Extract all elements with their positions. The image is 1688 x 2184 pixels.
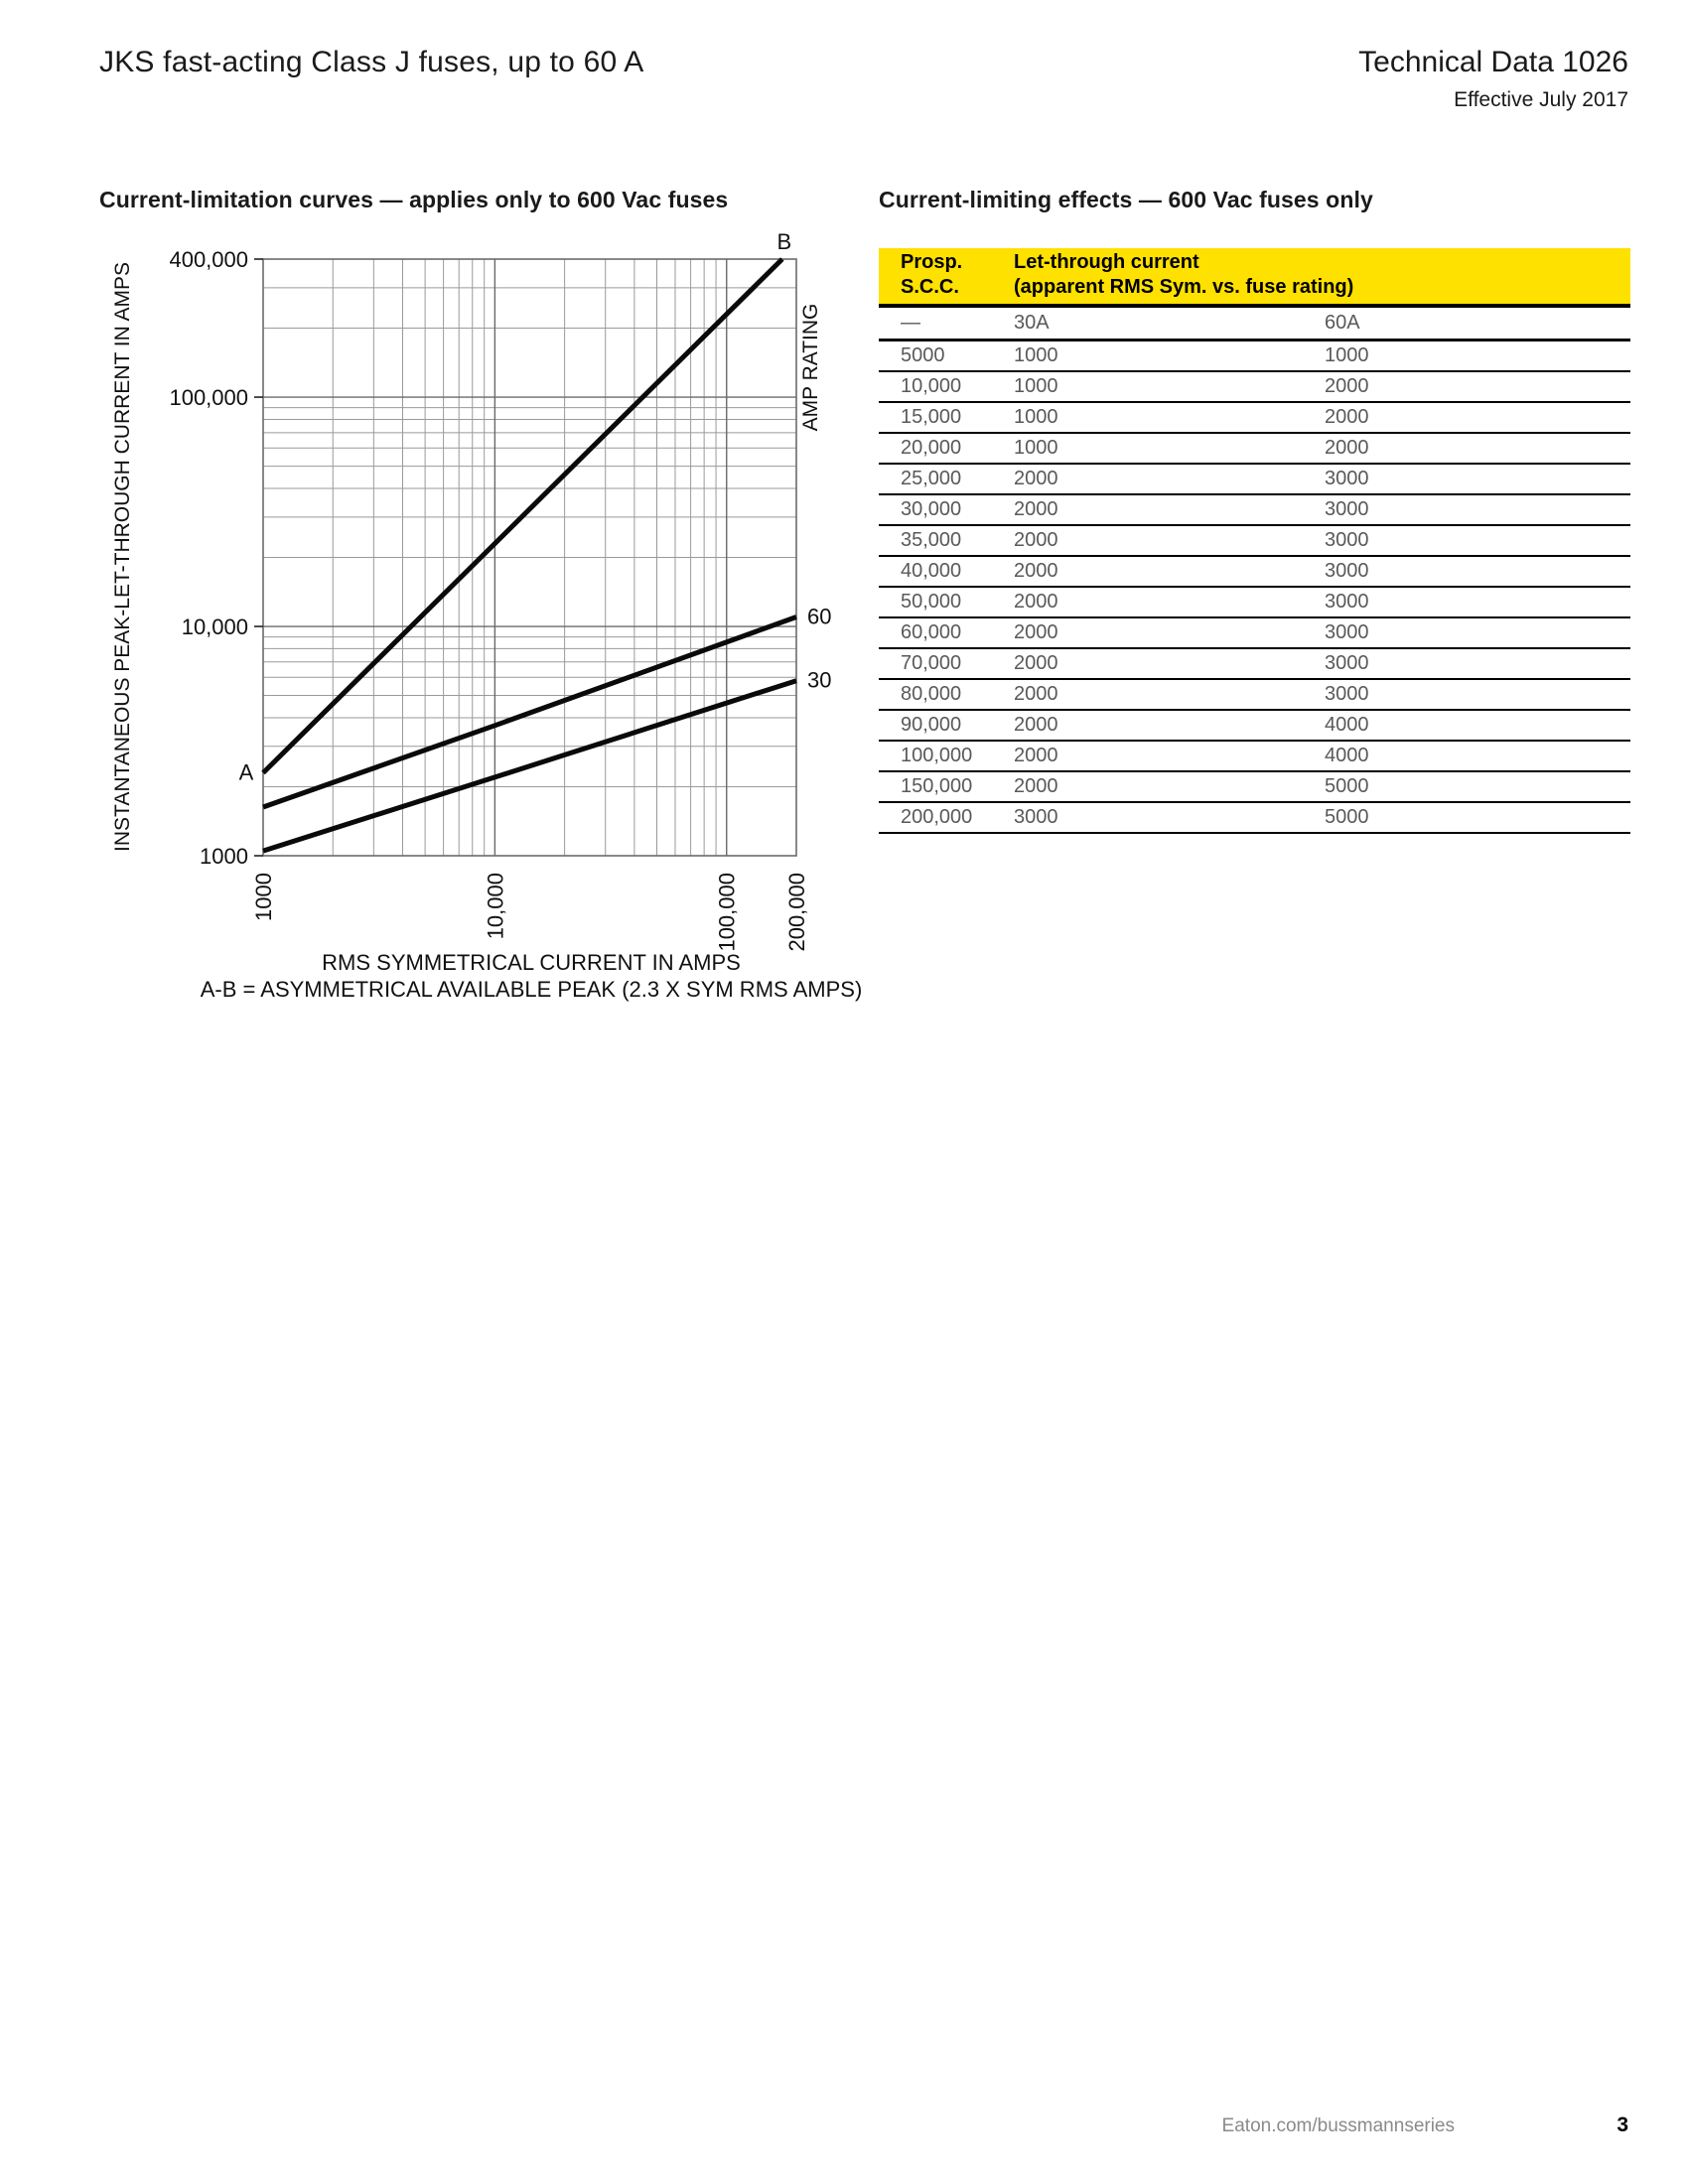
table-cell-col1: 100,000 (901, 745, 973, 766)
table-cell-col3: 3000 (1325, 560, 1369, 582)
table-cell-col3: 5000 (1325, 775, 1369, 797)
table-cell-col3: 5000 (1325, 806, 1369, 828)
table-cell-col3: 3000 (1325, 621, 1369, 643)
y-tick-label: 400,000 (169, 247, 248, 272)
table-cell-col1: 70,000 (901, 652, 962, 674)
table-cell-col2: 2000 (1014, 498, 1058, 520)
curve-label-B: B (776, 229, 792, 254)
curve-label-60: 60 (807, 604, 832, 629)
table-cell-col1: 90,000 (901, 714, 962, 736)
table-row (879, 372, 1630, 403)
table-subheader-row (879, 308, 1630, 341)
table-row (879, 526, 1630, 557)
doc-reference: Technical Data 1026 (1358, 46, 1628, 78)
table-row (879, 680, 1630, 711)
table-row (879, 557, 1630, 588)
x-tick-label: 10,000 (483, 873, 508, 940)
table-row (879, 403, 1630, 434)
table-cell-col1: 15,000 (901, 406, 962, 428)
table-cell-col3: 4000 (1325, 714, 1369, 736)
table-row (879, 803, 1630, 834)
table-row (879, 711, 1630, 742)
table-cell-col2: 3000 (1014, 806, 1058, 828)
current-limiting-table (879, 248, 1630, 834)
table-row (879, 495, 1630, 526)
table-row (879, 465, 1630, 495)
table-cell-col3: 3000 (1325, 591, 1369, 613)
table-cell-col1: 25,000 (901, 468, 962, 489)
table-cell-col3: 2000 (1325, 375, 1369, 397)
table-cell-col2: 1000 (1014, 375, 1058, 397)
x-tick-label: 200,000 (784, 873, 809, 952)
table-row (879, 649, 1630, 680)
page-title: JKS fast-acting Class J fuses, up to 60 A (99, 46, 644, 78)
table-body (879, 341, 1630, 834)
header-prosp-label: Prosp. (901, 251, 963, 273)
table-cell-col3: 4000 (1325, 745, 1369, 766)
y-tick-label: 10,000 (181, 614, 248, 640)
table-row (879, 772, 1630, 803)
curve-label-30: 30 (807, 667, 832, 693)
table-cell-col2: 2000 (1014, 745, 1058, 766)
table-cell-col2: 2000 (1014, 529, 1058, 551)
table-cell-col2: 2000 (1014, 591, 1058, 613)
table-cell-col2: 2000 (1014, 775, 1058, 797)
table-header-col1 (901, 250, 1014, 300)
table-cell-col2: 2000 (1014, 560, 1058, 582)
table-cell-col3: 2000 (1325, 437, 1369, 459)
table-row (879, 341, 1630, 372)
page-number: 3 (1617, 2114, 1628, 2136)
table-cell-col2: 2000 (1014, 714, 1058, 736)
chart-caption: A-B = ASYMMETRICAL AVAILABLE PEAK (2.3 X SYM RMS AMPS) (200, 977, 863, 1002)
table-cell-col2: 2000 (1014, 652, 1058, 674)
subheader-60a: 60A (1325, 312, 1360, 334)
table-cell-col2: 2000 (1014, 621, 1058, 643)
subheader-30a: 30A (1014, 312, 1050, 334)
table-cell-col1: 20,000 (901, 437, 962, 459)
table-cell-col1: 30,000 (901, 498, 962, 520)
table-cell-col1: 150,000 (901, 775, 973, 797)
table-cell-col1: 40,000 (901, 560, 962, 582)
table-row (879, 434, 1630, 465)
table-row (879, 618, 1630, 649)
chart-section-title: Current-limitation curves — applies only to 600 Vac fuses (99, 187, 729, 212)
table-cell-col2: 2000 (1014, 468, 1058, 489)
table-cell-col3: 3000 (1325, 683, 1369, 705)
table-cell-col2: 2000 (1014, 683, 1058, 705)
table-cell-col3: 3000 (1325, 468, 1369, 489)
table-section-title: Current-limiting effects — 600 Vac fuses only (879, 187, 1373, 212)
x-axis-title: RMS SYMMETRICAL CURRENT IN AMPS (322, 950, 741, 975)
table-cell-col1: 200,000 (901, 806, 973, 828)
header-scc-label: S.C.C. (901, 276, 959, 298)
x-tick-label: 100,000 (714, 873, 740, 952)
table-row (879, 588, 1630, 618)
table-cell-col1: 10,000 (901, 375, 962, 397)
y-tick-label: 1000 (200, 844, 248, 869)
footer-url: Eaton.com/bussmannseries (1221, 2116, 1455, 2136)
doc-header-right (1358, 46, 1628, 112)
subheader-dash: — (901, 312, 920, 334)
doc-effective-date: Effective July 2017 (1454, 88, 1628, 111)
y-tick-label: 100,000 (169, 385, 248, 411)
header-letthrough-label: Let-through current (1014, 251, 1199, 273)
table-cell-col2: 1000 (1014, 406, 1058, 428)
table-cell-col1: 60,000 (901, 621, 962, 643)
table-row (879, 742, 1630, 772)
table-cell-col2: 1000 (1014, 437, 1058, 459)
table-cell-col2: 1000 (1014, 344, 1058, 366)
table-cell-col3: 3000 (1325, 529, 1369, 551)
x-tick-label: 1000 (251, 873, 276, 921)
table-cell-col3: 1000 (1325, 344, 1369, 366)
table-cell-col3: 3000 (1325, 498, 1369, 520)
current-limitation-chart (99, 223, 884, 1018)
table-cell-col3: 2000 (1325, 406, 1369, 428)
table-cell-col1: 35,000 (901, 529, 962, 551)
table-header (879, 248, 1630, 308)
curve-label-A: A (238, 759, 254, 785)
table-cell-col1: 80,000 (901, 683, 962, 705)
table-cell-col1: 50,000 (901, 591, 962, 613)
table-cell-col3: 3000 (1325, 652, 1369, 674)
amp-rating-label: AMP RATING (799, 303, 822, 432)
table-cell-col1: 5000 (901, 344, 945, 366)
header-apparent-label: (apparent RMS Sym. vs. fuse rating) (1014, 276, 1354, 298)
table-header-col2 (1014, 250, 1630, 300)
y-axis-title: INSTANTANEOUS PEAK-LET-THROUGH CURRENT IN AMPS (111, 262, 134, 852)
